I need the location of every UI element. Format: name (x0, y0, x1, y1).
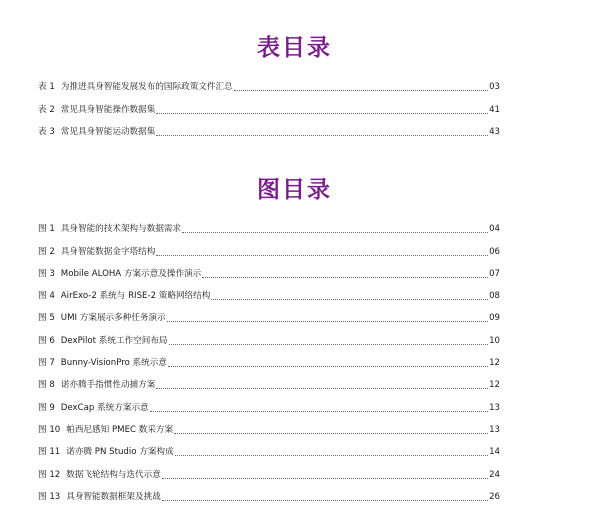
toc-entry-page-number: 10 (489, 335, 500, 346)
toc-entry-page-number: 07 (489, 268, 500, 279)
toc-entry[interactable] (38, 458, 500, 480)
toc-entry[interactable] (38, 481, 500, 503)
toc-entry-title: 帕西尼感知 PMEC 数采方案 (66, 424, 174, 435)
toc-entry-title: Bunny-VisionPro 系统示意 (60, 358, 167, 369)
toc-entry-title: 数据飞轮结构与迭代示意 (66, 469, 161, 480)
toc-dot-leader (182, 231, 488, 233)
toc-entry-number: 表 1 (38, 82, 55, 93)
toc-entry-number: 表 3 (38, 126, 55, 137)
toc-entry-title: 诺亦腾手指惯性动捕方案 (60, 380, 156, 391)
toc-entry-title: 常见具身智能运动数据集 (60, 126, 156, 137)
toc-dot-leader (162, 477, 488, 479)
toc-entry-page-number: 12 (489, 380, 500, 391)
toc-entry-title: 为推进具身智能发展发布的国际政策文件汇总 (60, 82, 233, 93)
toc-entry-title: Mobile ALOHA 方案示意及操作演示 (60, 268, 202, 279)
toc-entry-title: AirExo-2 系统与 RISE-2 策略网络结构 (60, 291, 211, 302)
toc-entry-number: 图 7 (38, 358, 55, 369)
toc-entry-title: DexPilot 系统工作空间布局 (60, 335, 168, 346)
toc-dot-leader (234, 89, 488, 91)
toc-dot-leader (156, 254, 488, 256)
toc-entry-title: 具身智能的技术架构与数据需求 (60, 224, 182, 235)
toc-entry-number: 图 10 (38, 424, 61, 435)
toc-entry[interactable] (38, 347, 500, 369)
toc-dot-leader (175, 454, 488, 456)
toc-entry-page-number: 13 (489, 424, 500, 435)
toc-entry-title: 诺亦腾 PN Studio 方案构成 (66, 447, 174, 458)
toc-entry[interactable] (38, 213, 500, 235)
toc-entry[interactable] (38, 93, 500, 115)
toc-entry-page-number: 03 (489, 82, 500, 93)
toc-entry[interactable] (38, 116, 500, 138)
toc-dot-leader (202, 276, 488, 278)
toc-entry-page-number: 41 (489, 104, 500, 115)
toc-entry-number: 图 3 (38, 268, 55, 279)
toc-entry-number: 表 2 (38, 104, 55, 115)
toc-dot-leader (169, 343, 489, 345)
tables-toc-list (38, 71, 500, 138)
toc-entry-title: UMI 方案展示多种任务演示 (60, 313, 166, 324)
toc-entry[interactable] (38, 302, 500, 324)
toc-entry[interactable] (38, 71, 500, 93)
toc-entry[interactable] (38, 436, 500, 458)
toc-entry-number: 图 9 (38, 402, 55, 413)
toc-entry-number: 图 6 (38, 335, 55, 346)
toc-entry-number: 图 11 (38, 447, 61, 458)
toc-dot-leader (156, 112, 488, 114)
toc-entry-number: 图 12 (38, 469, 61, 480)
toc-entry-number: 图 1 (38, 224, 55, 235)
toc-dot-leader (168, 365, 488, 367)
figures-toc-list (38, 213, 500, 503)
toc-entry-page-number: 13 (489, 402, 500, 413)
toc-entry-number: 图 8 (38, 380, 55, 391)
toc-entry-page-number: 09 (489, 313, 500, 324)
toc-entry-page-number: 14 (489, 447, 500, 458)
toc-entry-page-number: 26 (489, 491, 500, 502)
toc-entry[interactable] (38, 369, 500, 391)
toc-entry[interactable] (38, 391, 500, 413)
toc-entry-number: 图 4 (38, 291, 55, 302)
toc-entry-page-number: 24 (489, 469, 500, 480)
toc-dot-leader (211, 298, 488, 300)
toc-dot-leader (167, 320, 488, 322)
toc-entry[interactable] (38, 324, 500, 346)
toc-entry-title: 常见具身智能操作数据集 (60, 104, 156, 115)
toc-dot-leader (174, 432, 488, 434)
toc-entry-page-number: 06 (489, 246, 500, 257)
toc-entry-number: 图 5 (38, 313, 55, 324)
toc-entry[interactable] (38, 235, 500, 257)
toc-entry-number: 图 13 (38, 491, 61, 502)
toc-entry[interactable] (38, 414, 500, 436)
toc-dot-leader (150, 410, 488, 412)
toc-entry[interactable] (38, 280, 500, 302)
toc-entry-title: 具身智能数据金字塔结构 (60, 246, 156, 257)
toc-entry-page-number: 08 (489, 291, 500, 302)
figures-toc-heading: 图目录 (257, 177, 332, 203)
toc-entry[interactable] (38, 258, 500, 280)
toc-entry-title: DexCap 系统方案示意 (60, 402, 149, 413)
toc-entry-page-number: 43 (489, 126, 500, 137)
toc-dot-leader (156, 134, 488, 136)
toc-entry-page-number: 12 (489, 358, 500, 369)
toc-dot-leader (162, 499, 488, 501)
toc-dot-leader (156, 387, 488, 389)
toc-entry-page-number: 04 (489, 224, 500, 235)
toc-entry-number: 图 2 (38, 246, 55, 257)
toc-entry-title: 具身智能数据框架及挑战 (66, 491, 161, 502)
tables-toc-heading: 表目录 (257, 35, 332, 61)
